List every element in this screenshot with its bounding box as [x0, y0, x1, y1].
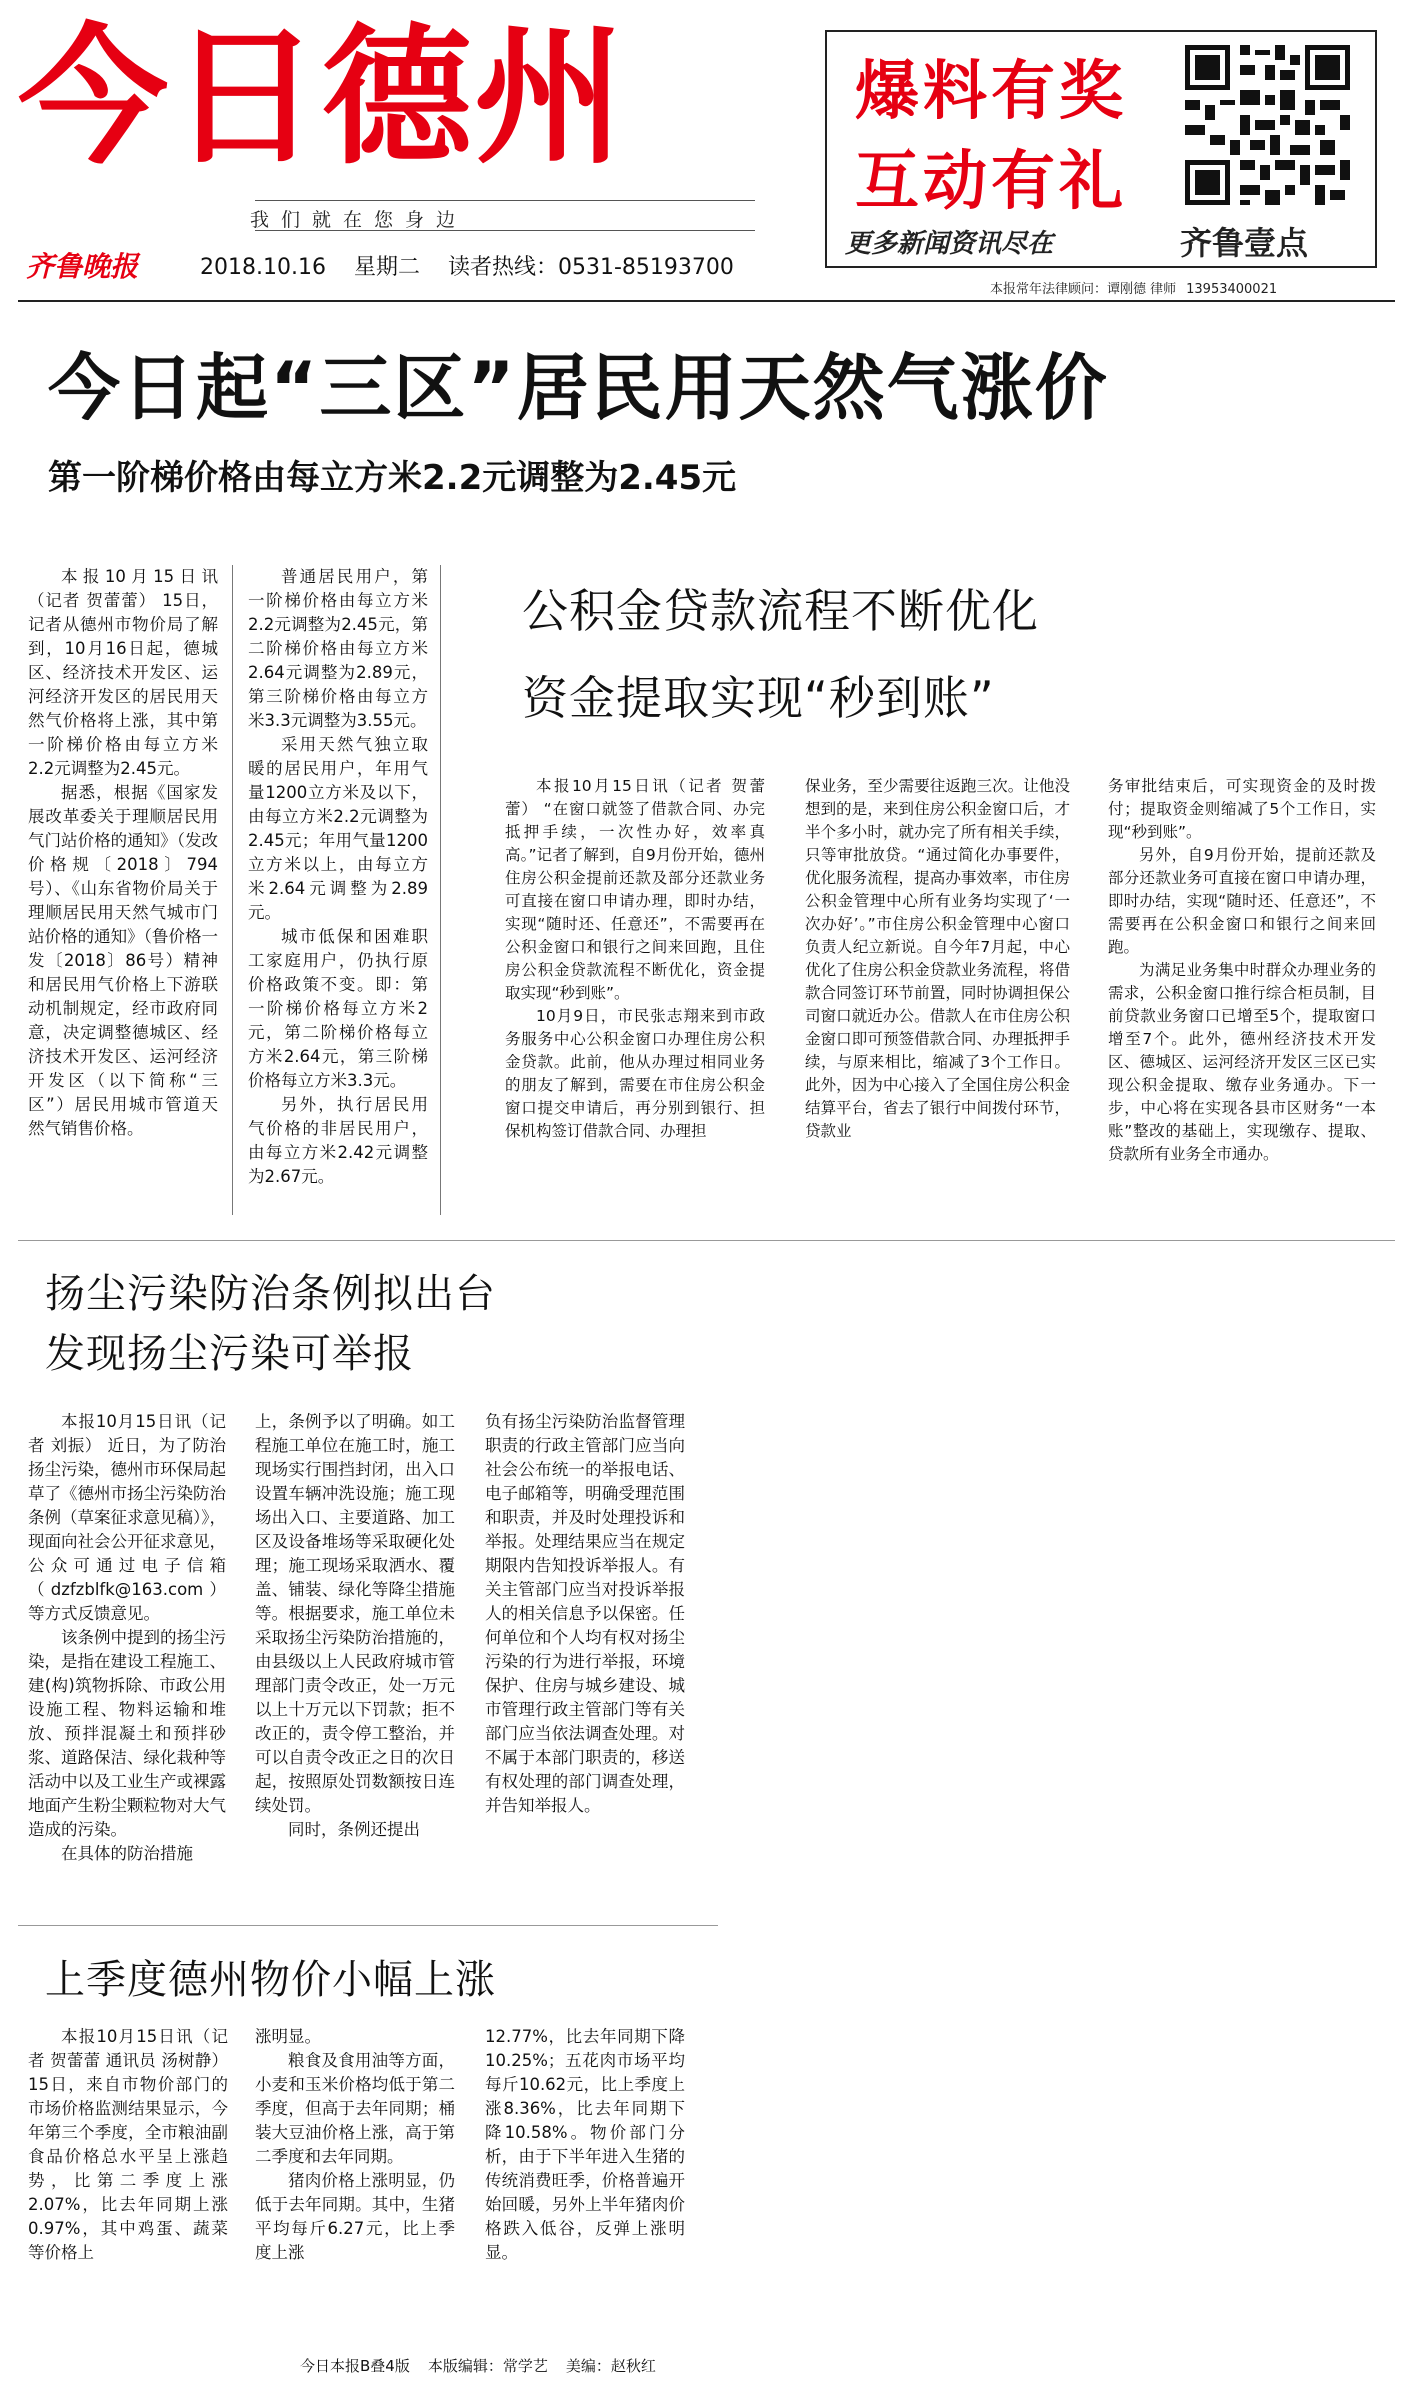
paragraph: 为满足业务集中时群众办理业务的需求，公积金窗口推行综合柜员制，目前贷款业务窗口已增至5个，提取窗口增至7个。此外，德州经济技术开发区、德城区、运河经济开发区三区已实现公积金提取、缴存业务通办。下一步，中心将在实现各县市区财务“一本账”整改的基础上，实现缴存、提取、贷款所有业务全市通办。: [1108, 961, 1376, 1163]
paragraph: 本报10月15日讯（记者 刘振） 近日，为了防治扬尘污染，德州市环保局起草了《德州市扬尘污染防治条例（草案征求意见稿）》，现面向社会公开征求意见，公众可通过电子信箱（dzfzblfk@163.com）等方式反馈意见。: [28, 1412, 226, 1623]
section-divider: [18, 1925, 718, 1926]
paragraph: 上，条例予以了明确。如工程施工单位在施工时，施工现场实行围挡封闭，出入口设置车辆冲洗设施；施工现场出入口、主要道路、加工区及设备堆场等采取硬化处理；施工现场采取洒水、覆盖、铺装、绿化等降尘措施等。根据要求，施工单位未采取扬尘污染防治措施的，由县级以上人民政府城市管理部门责令改正，处一万元以上十万元以下罚款；拒不改正的，责令停工整治，并可以自责令改正之日的次日起，按照原处罚数额按日连续处罚。: [255, 1412, 455, 1815]
paragraph: 猪肉价格上涨明显，仍低于去年同期。其中，生猪平均每斤6.27元，比上季度上涨: [255, 2171, 455, 2262]
story2-headline-2: 资金提取实现“秒到账”: [522, 671, 995, 725]
lead-headline: 今日起“三区”居民用天然气涨价: [48, 346, 1109, 430]
paragraph: 该条例中提到的扬尘污染，是指在建设工程施工、建(构)筑物拆除、市政公用设施工程、物料运输和堆放、预拌混凝土和预拌砂浆、道路保洁、绿化栽种等活动中以及工业生产或裸露地面产生粉尘颗粒物对大气造成的污染。: [28, 1628, 226, 1839]
paragraph: 12.77%，比去年同期下降10.25%；五花肉市场平均每斤10.62元，比上季度上涨8.36%，比去年同期下降10.58%。物价部门分析，由于下半年进入生猪的传统消费旺季，价格普遍开始回暖，另外上半年猪肉价格跌入低谷，反弹上涨明显。: [485, 2027, 685, 2262]
story3-headline-2: 发现扬尘污染可举报: [45, 1331, 414, 1377]
footer-editor: 本版编辑：常学艺: [427, 2357, 548, 2375]
masthead-divider: [18, 300, 1395, 302]
page-footer: [300, 2355, 674, 2376]
legal-advisor-phone: 13953400021: [1186, 282, 1278, 297]
promo-line-2: 互动有礼: [855, 145, 1127, 219]
paragraph: 10月9日，市民张志翔来到市政务服务中心公积金窗口办理住房公积金贷款。此前，他从办理过相同业务的朋友了解到，需要在市住房公积金窗口提交申请后，再分别到银行、担保机构签订借款合同、办理担: [505, 1007, 765, 1140]
column-divider: [440, 565, 441, 1215]
paragraph: 本报10月15日讯（记者 贺蕾蕾） “在窗口就签了借款合同、办完抵押手续，一次性办好，效率真高。”记者了解到，自9月份开始，德州住房公积金提前还款及部分还款业务可直接在窗口申请办理，即时办结，实现“随时还、任意还”，不需要再在公积金窗口和银行之间来回跑，且住房公积金贷款流程不断优化，资金提取实现“秒到账”。: [505, 777, 765, 1002]
issue-date: 2018.10.16: [200, 255, 326, 280]
story3-column-2: [255, 1410, 455, 1842]
lead-column-1: [28, 565, 218, 1141]
qr-code-icon[interactable]: [1180, 40, 1355, 210]
column-divider: [232, 565, 233, 1215]
lead-subheadline: 第一阶梯价格由每立方米2.2元调整为2.45元: [48, 458, 737, 498]
slogan-rule-bottom: [255, 230, 755, 231]
issue-weekday: 星期二: [353, 255, 420, 280]
dateline: [200, 250, 762, 281]
paragraph: 另外，自9月份开始，提前还款及部分还款业务可直接在窗口申请办理，即时办结，实现“随时还、任意还”，不需要再在公积金窗口和银行之间来回跑。: [1108, 846, 1376, 956]
paragraph: 负有扬尘污染防治监督管理职责的行政主管部门应当向社会公布统一的举报电话、电子邮箱等，明确受理范围和职责，并及时处理投诉和举报。处理结果应当在规定期限内告知投诉举报人。有关主管部门应当对投诉举报人的相关信息予以保密。任何单位和个人均有权对扬尘污染的行为进行举报，环境保护、住房与城乡建设、城市管理行政主管部门等有关部门应当依法调查处理。对不属于本部门职责的，移送有权处理的部门调查处理，并告知举报人。: [485, 1412, 685, 1815]
paragraph: 普通居民用户，第一阶梯价格由每立方米2.2元调整为2.45元，第二阶梯价格由每立方米2.64元调整为2.89元，第三阶梯价格由每立方米3.3元调整为3.55元。: [248, 567, 428, 730]
paragraph: 城市低保和困难职工家庭用户，仍执行原价格政策不变。即：第一阶梯价格每立方米2元，第二阶梯价格每立方米2.64元，第三阶梯价格每立方米3.3元。: [248, 927, 428, 1090]
story2-column-3: [1108, 775, 1376, 1166]
legal-advisor-label: 本报常年法律顾问：谭刚德 律师: [990, 282, 1177, 297]
promo-line-1: 爆料有奖: [855, 55, 1127, 129]
footer-section: 今日本报B叠4版: [300, 2357, 410, 2375]
paragraph: 粮食及食用油等方面，小麦和玉米价格均低于第二季度，但高于去年同期；桶装大豆油价格上涨，高于第二季度和去年同期。: [255, 2051, 455, 2166]
paragraph: 本报10月15日讯（记者 贺蕾蕾） 15日，记者从德州市物价局了解到，10月16日起，德城区、经济技术开发区、运河经济开发区的居民用天然气价格将上涨，其中第一阶梯价格由每立方米2.2元调整为2.45元。: [28, 567, 218, 778]
story2-column-1: [505, 775, 765, 1143]
footer-designer: 美编：赵秋红: [565, 2357, 656, 2375]
paragraph: 在具体的防治措施: [61, 1844, 193, 1863]
paragraph: 同时，条例还提出: [288, 1820, 420, 1839]
story3-column-3: [485, 1410, 685, 1818]
story3-headline-1: 扬尘污染防治条例拟出台: [45, 1271, 496, 1317]
story4-column-3: [485, 2025, 685, 2265]
paragraph: 另外，执行居民用气价格的非居民用户，由每立方米2.42元调整为2.67元。: [248, 1095, 428, 1186]
paragraph: 本报10月15日讯（记者 贺蕾蕾 通讯员 汤树静） 15日，来自市物价部门的市场价格监测结果显示，今年第三个季度，全市粮油副食品价格总水平呈上涨趋势，比第二季度上涨2.07%，比去年同期上涨0.97%，其中鸡蛋、蔬菜等价格上: [28, 2027, 228, 2262]
paragraph: 涨明显。: [255, 2027, 321, 2046]
story4-headline: 上季度德州物价小幅上涨: [45, 1957, 496, 2003]
brand-logo: 齐鲁晚报: [26, 250, 139, 283]
section-divider: [18, 1240, 1395, 1241]
lead-column-2: [248, 565, 428, 1189]
legal-advisor: [990, 278, 1287, 297]
paragraph: 保业务，至少需要往返跑三次。让他没想到的是，来到住房公积金窗口后，才半个多小时，就办完了所有相关手续，只等审批放贷。“通过简化办事要件，优化服务流程，提高办事效率，市住房公积金管理中心所有业务均实现了‘一次办好’。”市住房公积金管理中心窗口负责人纪立新说。自今年7月起，中心优化了住房公积金贷款业务流程，将借款合同签订环节前置，同时协调担保公司窗口就近办公。借款人在市住房公积金窗口即可预签借款合同、办理抵押手续，与原来相比，缩减了3个工作日。此外，因为中心接入了全国住房公积金结算平台，省去了银行中间拨付环节，贷款业: [805, 777, 1070, 1140]
paragraph: 务审批结束后，可实现资金的及时拨付；提取资金则缩减了5个工作日，实现“秒到账”。: [1108, 777, 1376, 841]
story4-column-2: [255, 2025, 455, 2265]
paragraph: 采用天然气独立取暖的居民用户，年用气量1200立方米及以下，由每立方米2.2元调整为2.45元；年用气量1200立方米以上，由每立方米2.64元调整为2.89元。: [248, 735, 428, 922]
masthead-title: 今日德州: [18, 11, 627, 185]
qilu-yidian-logo: 齐鲁壹点: [1180, 224, 1309, 262]
story4-column-1: [28, 2025, 228, 2265]
story3-column-1: [28, 1410, 226, 1866]
story2-headline-1: 公积金贷款流程不断优化: [522, 584, 1039, 638]
paragraph: 据悉，根据《国家发展改革委关于理顺居民用气门站价格的通知》（发改价格规〔2018〕794号）、《山东省物价局关于理顺居民用天然气城市门站价格的通知》（鲁价格一发〔2018〕86号）精神和居民用气价格上下游联动机制规定，经市政府同意，决定调整德城区、经济技术开发区、运河经济开发区（以下简称“三区”）居民用城市管道天然气销售价格。: [28, 783, 218, 1138]
story2-column-2: [805, 775, 1070, 1143]
masthead-slogan: 我们就在您身边: [250, 209, 468, 231]
slogan-rule-top: [255, 200, 755, 201]
reader-hotline: 读者热线：0531-85193700: [447, 255, 734, 280]
promo-line-3: 更多新闻资讯尽在: [845, 229, 1054, 259]
